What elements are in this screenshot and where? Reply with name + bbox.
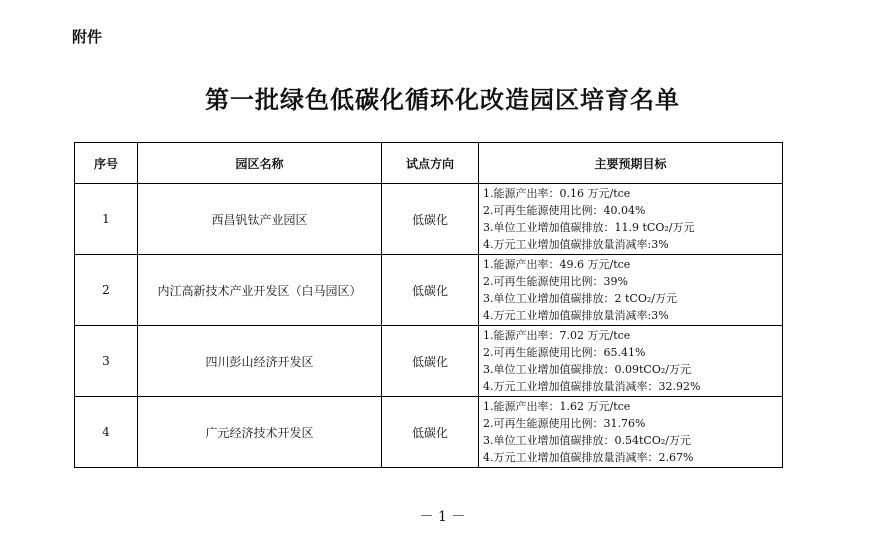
row-direction: 低碳化 <box>382 184 479 255</box>
goal-item: 2.可再生能源使用比例：40.04% <box>483 204 646 217</box>
row-park-name: 广元经济技术开发区 <box>138 397 382 468</box>
goal-item: 3.单位工业增加值碳排放：11.9 tCO₂/万元 <box>483 221 695 234</box>
row-index: 1 <box>75 184 138 255</box>
header-direction: 试点方向 <box>382 143 479 184</box>
header-index: 序号 <box>75 143 138 184</box>
table-row <box>75 326 783 397</box>
row-direction: 低碳化 <box>382 326 479 397</box>
goal-item: 3.单位工业增加值碳排放：2 tCO₂/万元 <box>483 292 677 305</box>
goal-item: 1.能源产出率：0.16 万元/tce <box>483 187 631 200</box>
table-row <box>75 184 783 255</box>
table-row <box>75 397 783 468</box>
goal-item: 2.可再生能源使用比例：31.76% <box>483 417 646 430</box>
header-park-name: 园区名称 <box>138 143 382 184</box>
row-goals <box>479 255 783 326</box>
attachment-label: 附件 <box>72 28 103 46</box>
row-goals <box>479 397 783 468</box>
goal-item: 4.万元工业增加值碳排放量消减率:3% <box>483 309 669 322</box>
table-row <box>75 255 783 326</box>
row-direction: 低碳化 <box>382 397 479 468</box>
goal-item: 1.能源产出率：1.62 万元/tce <box>483 400 631 413</box>
goal-item: 3.单位工业增加值碳排放：0.09tCO₂/万元 <box>483 363 691 376</box>
page-number: － 1 － <box>419 509 466 525</box>
document-title: 第一批绿色低碳化循环化改造园区培育名单 <box>205 85 680 114</box>
goal-item: 1.能源产出率：49.6 万元/tce <box>483 258 631 271</box>
goal-item: 4.万元工业增加值碳排放量消减率：2.67% <box>483 451 694 464</box>
goal-item: 2.可再生能源使用比例：65.41% <box>483 346 646 359</box>
row-goals <box>479 326 783 397</box>
row-direction: 低碳化 <box>382 255 479 326</box>
table-header-row <box>75 143 783 184</box>
goal-item: 4.万元工业增加值碳排放量消减率:3% <box>483 238 669 251</box>
row-index: 2 <box>75 255 138 326</box>
goal-item: 2.可再生能源使用比例：39% <box>483 275 628 288</box>
goal-item: 4.万元工业增加值碳排放量消减率：32.92% <box>483 380 701 393</box>
row-park-name: 内江高新技术产业开发区（白马园区） <box>138 255 382 326</box>
row-goals <box>479 184 783 255</box>
park-list-table <box>74 142 783 468</box>
row-park-name: 西昌钒钛产业园区 <box>138 184 382 255</box>
goal-item: 1.能源产出率：7.02 万元/tce <box>483 329 631 342</box>
goal-item: 3.单位工业增加值碳排放：0.54tCO₂/万元 <box>483 434 691 447</box>
header-goals: 主要预期目标 <box>479 143 783 184</box>
row-index: 3 <box>75 326 138 397</box>
row-park-name: 四川彭山经济开发区 <box>138 326 382 397</box>
row-index: 4 <box>75 397 138 468</box>
